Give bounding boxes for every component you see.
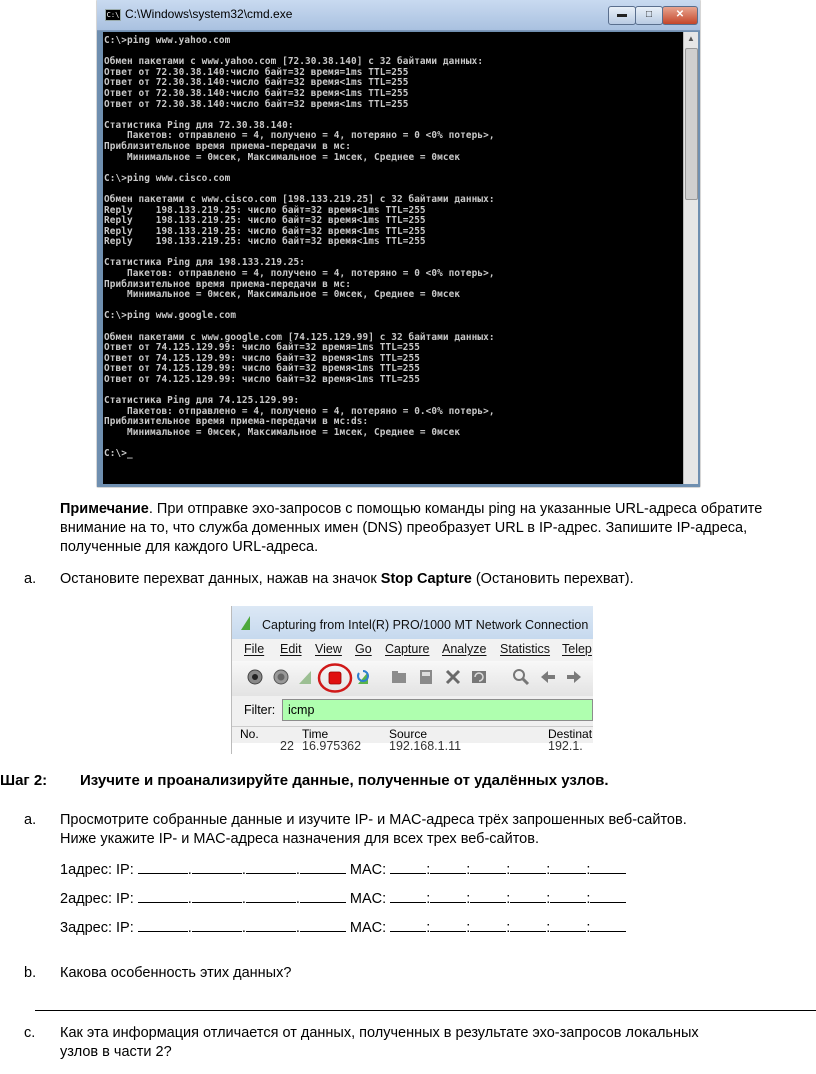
column-time[interactable]: Time xyxy=(302,727,329,741)
mac1-part4[interactable] xyxy=(510,859,546,874)
close-file-icon[interactable] xyxy=(444,668,462,686)
ip-label-3: 3адрес: IP: xyxy=(60,920,134,936)
mac3-part3[interactable] xyxy=(470,917,506,932)
mac1-part3[interactable] xyxy=(470,859,506,874)
ip3-octet1-field[interactable] xyxy=(138,917,188,932)
mac2-part5[interactable] xyxy=(550,888,586,903)
wireshark-title: Capturing from Intel(R) PRO/1000 MT Network Connection xyxy=(262,618,589,632)
mac-label-2: MAC: xyxy=(349,891,387,907)
minimize-button[interactable]: ▬ xyxy=(608,6,636,25)
mac2-part2[interactable] xyxy=(430,888,466,903)
wireshark-fin-icon xyxy=(241,616,250,630)
note-bold-label: Примечание xyxy=(60,501,149,517)
step2-c-marker: c. xyxy=(24,1025,36,1041)
cmd-console[interactable] xyxy=(103,32,683,484)
ip1-octet3-field[interactable] xyxy=(246,859,296,874)
cmd-app-icon: C:\ xyxy=(106,11,120,19)
ip-label-1: 1адрес: IP: xyxy=(60,862,134,878)
options-icon[interactable] xyxy=(272,668,290,686)
item-a-text xyxy=(60,570,634,589)
mac3-part1[interactable] xyxy=(390,917,426,932)
stop-capture-icon[interactable] xyxy=(317,662,353,694)
column-source[interactable]: Source xyxy=(389,727,428,741)
column-destination[interactable]: Destinat xyxy=(548,727,593,741)
step2-a-text1: Просмотрите собранные данные и изучите IP- и MAC-адреса трёх запрошенных веб-сайтов. xyxy=(60,812,687,828)
ip2-octet4-field[interactable] xyxy=(300,888,346,903)
note-text: . При отправке эхо-запросов с помощью команды ping на указанные URL-адреса обратите внимание на то, что служба доменных имен (DNS) преобразует URL в IP-адрес. Запишите IP-адреса, полученные для каждого URL-адреса. xyxy=(60,501,763,555)
go-back-icon[interactable] xyxy=(539,668,557,686)
step-number: Шаг 2: xyxy=(0,772,48,789)
column-no[interactable]: No. xyxy=(240,727,259,741)
step2-c-text1: Как эта информация отличается от данных, полученных в результате эхо-запросов локальных xyxy=(60,1025,699,1041)
cmd-window-title: C:\Windows\system32\cmd.exe xyxy=(125,7,293,21)
mac3-part6[interactable] xyxy=(590,917,626,932)
cmd-titlebar xyxy=(97,0,700,31)
item-a-marker: a. xyxy=(24,571,37,587)
note-paragraph xyxy=(60,500,800,557)
mac-label-3: MAC: xyxy=(349,920,387,936)
stop-capture-label: Stop Capture xyxy=(380,571,472,587)
reload-icon[interactable] xyxy=(470,668,488,686)
item-a-before: Остановите перехват данных, нажав на значок xyxy=(60,571,381,587)
mac-label-1: MAC: xyxy=(349,862,387,878)
ip-label-2: 2адрес: IP: xyxy=(60,891,134,907)
ip2-octet3-field[interactable] xyxy=(246,888,296,903)
ip3-octet2-field[interactable] xyxy=(192,917,242,932)
mac3-part4[interactable] xyxy=(510,917,546,932)
filter-input[interactable]: icmp xyxy=(282,699,593,721)
mac1-part5[interactable] xyxy=(550,859,586,874)
step2-c-text2: узлов в части 2? xyxy=(60,1044,172,1060)
ip1-octet1-field[interactable] xyxy=(138,859,188,874)
cmd-scrollbar[interactable] xyxy=(683,32,698,484)
ip1-octet2-field[interactable] xyxy=(192,859,242,874)
maximize-button[interactable]: □ xyxy=(635,6,663,25)
item-a-after: (Остановить перехват). xyxy=(471,571,634,587)
save-file-icon[interactable] xyxy=(417,668,435,686)
menu-telephony[interactable]: Telep xyxy=(562,642,592,656)
menu-analyze[interactable]: Analyze xyxy=(442,642,487,656)
step2-b-marker: b. xyxy=(24,965,37,981)
cmd-output: C:\>ping www.yahoo.com Обмен пакетами с www.yahoo.com [72.30.38.140] с 32 байтами данных: Ответ от 72.30.38.140:число байт=32 время=1ms TTL=255 Ответ от 72.30.38.140:число байт=32 время<1ms TTL=255 Ответ от 72.30.38.140:число байт=32 время<1ms TTL=255 Ответ от 72.30.38.140:число байт=32 время<1ms TTL=255 Статистика Ping для 72.30.38.140: Пакетов: отправлено = 4, получено = 4, потеряно = 0 <0% потерь>, Приблизительное время приема-передачи в мс: Минимальное = 0мсек, Максимальное = 1мсек, Среднее = 0мсек C:\>ping www.cisco.com Обмен пакетами с www.cisco.com [198.133.219.25] с 32 байтами данных: Reply 198.133.219.25: число байт=32 время<1ms TTL=255 Reply 198.133.219.25: число байт=32 время<1ms TTL=255 Reply 198.133.219.25: число байт=32 время<1ms TTL=255 Reply 198.133.219.25: число байт=32 время<1ms TTL=255 Статистика Ping для 198.133.219.25: Пакетов: отправлено = 4, получено = 4, потеряно = 0 <0% потерь>, Приблизительное время приема-передачи в мс: Минимальное = 0мсек, Максимальное = 0мсек, Среднее = 0мсек C:\>ping www.google.com Обмен пакетами с www.google.com [74.125.129.99] с 32 байтами данных: Ответ от 74.125.129.99: число байт=32 время=1ms TTL=255 Ответ от 74.125.129.99: число байт=32 время<1ms TTL=255 Ответ от 74.125.129.99: число байт=32 время<1ms TTL=255 Ответ от 74.125.129.99: число байт=32 время<1ms TTL=255 Статистика Ping для 74.125.129.99: Пакетов: отправлено = 4, получено = 4, потеряно = 0.<0% потерь>, Приблизительное время приема-передачи в мс:ds: Минимальное = 0мсек, Максимальное = 1мсек, Среднее = 0мсек C:\>_ xyxy=(104,35,495,460)
scroll-up-icon[interactable]: ▲ xyxy=(687,34,695,43)
filter-label: Filter: xyxy=(244,703,276,717)
row-source: 192.168.1.11 xyxy=(389,739,462,753)
ip3-octet4-field[interactable] xyxy=(300,917,346,932)
menu-statistics[interactable]: Statistics xyxy=(500,642,551,656)
menu-file[interactable]: File xyxy=(244,642,265,656)
interfaces-icon[interactable] xyxy=(246,668,264,686)
find-packet-icon[interactable] xyxy=(512,668,530,686)
ip1-octet4-field[interactable] xyxy=(300,859,346,874)
go-forward-icon[interactable] xyxy=(565,668,583,686)
wireshark-window xyxy=(231,606,593,754)
start-capture-icon[interactable] xyxy=(296,668,314,686)
close-button[interactable]: ✕ xyxy=(662,6,698,25)
address-row-3: 3адрес: IP: . . . MAC: : : : : : xyxy=(60,917,626,936)
mac1-part1[interactable] xyxy=(390,859,426,874)
step-title: Изучите и проанализируйте данные, полученные от удалённых узлов. xyxy=(80,772,609,789)
menu-capture[interactable]: Capture xyxy=(385,642,430,656)
ip3-octet3-field[interactable] xyxy=(246,917,296,932)
row-time: 16.975362 xyxy=(302,739,362,753)
answer-line[interactable] xyxy=(35,1010,816,1011)
ip2-octet1-field[interactable] xyxy=(138,888,188,903)
step2-b-text: Какова особенность этих данных? xyxy=(60,965,292,981)
open-file-icon[interactable] xyxy=(390,668,408,686)
menu-go[interactable]: Go xyxy=(355,642,372,656)
address-row-2: 2адрес: IP: . . . MAC: : : : : : xyxy=(60,888,626,907)
mac1-part6[interactable] xyxy=(590,859,626,874)
scroll-thumb[interactable] xyxy=(685,48,698,200)
mac3-part5[interactable] xyxy=(550,917,586,932)
step2-a-marker: a. xyxy=(24,812,37,828)
menu-view[interactable]: View xyxy=(315,642,342,656)
menu-edit[interactable]: Edit xyxy=(280,642,302,656)
address-row-1: 1адрес: IP: . . . MAC: : : : : : xyxy=(60,859,626,878)
step2-a-text2: Ниже укажите IP- и MAC-адреса назначения для всех трех веб-сайтов. xyxy=(60,831,539,847)
restart-capture-icon[interactable] xyxy=(354,668,372,686)
mac1-part2[interactable] xyxy=(430,859,466,874)
mac2-part1[interactable] xyxy=(390,888,426,903)
mac2-part6[interactable] xyxy=(590,888,626,903)
cmd-window xyxy=(97,0,700,487)
mac2-part3[interactable] xyxy=(470,888,506,903)
mac3-part2[interactable] xyxy=(430,917,466,932)
mac2-part4[interactable] xyxy=(510,888,546,903)
row-no: 22 xyxy=(280,739,294,753)
ip2-octet2-field[interactable] xyxy=(192,888,242,903)
row-destination: 192.1. xyxy=(548,739,583,753)
